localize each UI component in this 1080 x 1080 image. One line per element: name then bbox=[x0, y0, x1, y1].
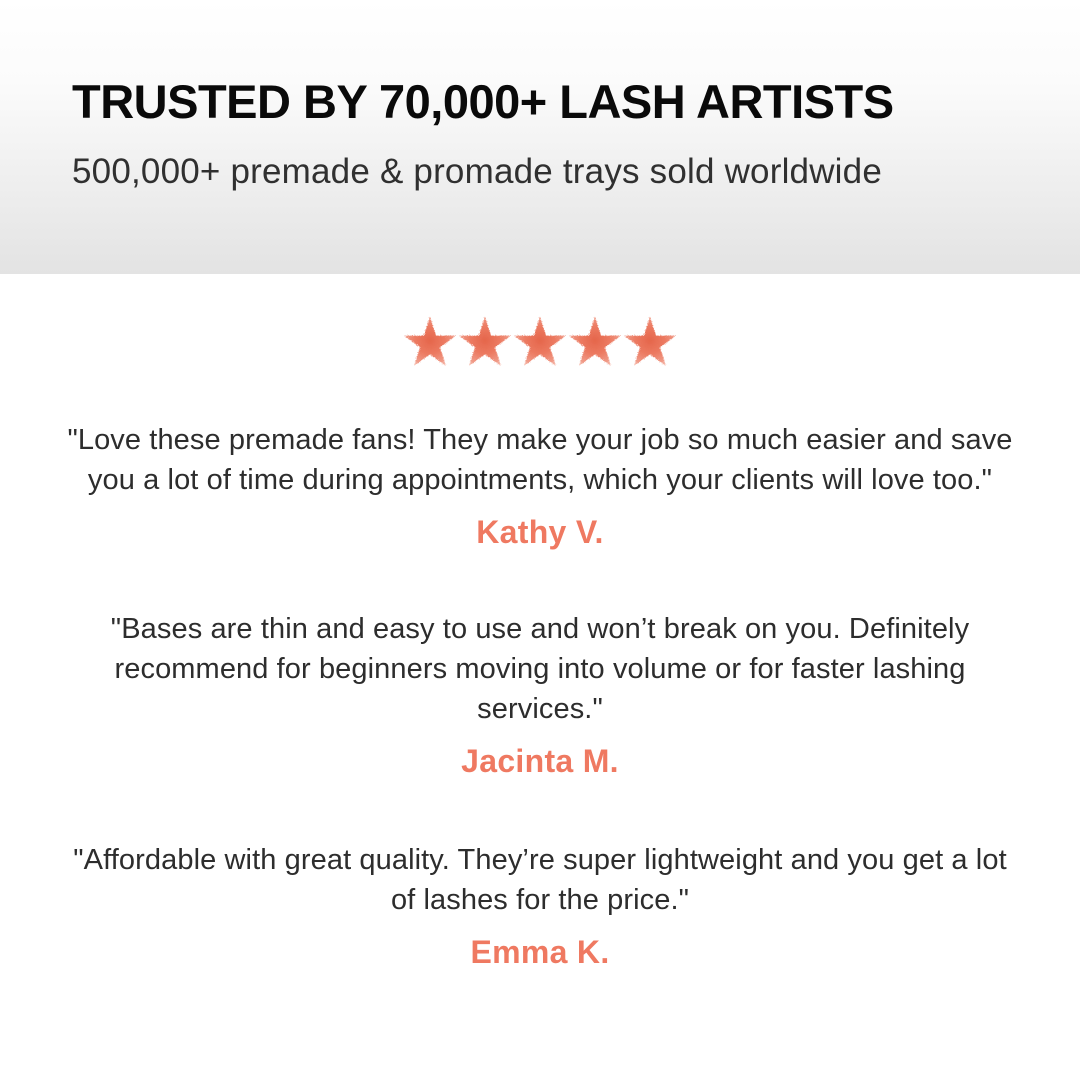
star-icon bbox=[624, 314, 676, 366]
star-icon bbox=[404, 314, 456, 366]
testimonial-quote: "Affordable with great quality. They’re super lightweight and you get a lot of lashes for the price." bbox=[73, 844, 1007, 916]
testimonial-author: Jacinta M. bbox=[461, 743, 619, 779]
star-icon bbox=[514, 314, 566, 366]
testimonial-quote: "Love these premade fans! They make your job so much easier and save you a lot of time during appointments, which your clients will love too." bbox=[67, 424, 1013, 496]
star-icon bbox=[459, 314, 511, 366]
testimonial-author: Kathy V. bbox=[476, 514, 604, 550]
testimonial-2 bbox=[0, 609, 1080, 780]
hero-banner bbox=[0, 0, 1080, 274]
testimonial-3 bbox=[0, 840, 1080, 971]
star-icon bbox=[569, 314, 621, 366]
star-rating bbox=[0, 314, 1080, 366]
testimonial-quote: "Bases are thin and easy to use and won’t break on you. Definitely recommend for beginners moving into volume or for faster lashing services." bbox=[110, 613, 970, 725]
page-title: TRUSTED BY 70,000+ LASH ARTISTS bbox=[72, 75, 894, 128]
testimonial-1 bbox=[0, 420, 1080, 551]
hero-subtitle: 500,000+ premade & promade trays sold worldwide bbox=[72, 151, 882, 191]
testimonial-author: Emma K. bbox=[470, 934, 610, 970]
